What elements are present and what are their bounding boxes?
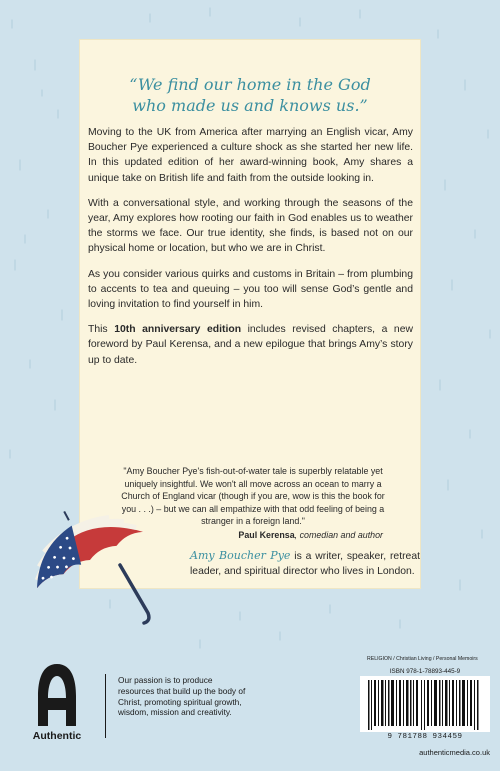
umbrella-illustration: [20, 495, 190, 635]
authentic-logo-icon: [28, 660, 86, 736]
publisher-name: Authentic: [32, 730, 82, 742]
publisher-url[interactable]: authenticmedia.co.uk: [419, 748, 490, 757]
pull-quote: [80, 74, 420, 116]
pull-quote-line-1: “We find our home in the God: [129, 75, 371, 94]
blurb-paragraph-4: [88, 322, 413, 368]
blurb: [88, 125, 413, 378]
isbn-label: ISBN 978-1-78893-445-9: [389, 668, 461, 675]
footer-divider: [105, 674, 106, 738]
author-signature: Amy Boucher Pye: [190, 549, 291, 562]
blurb-paragraph-2: With a conversational style, and working through the seasons of the year, Amy explores how rooting our faith in God enables us to weather the storms we face. Our true identity, she finds, is based not on our physical home or location, but who we are in Christ.: [88, 197, 413, 255]
book-category: RELIGION / Christian Living / Personal Memoirs: [367, 656, 478, 662]
endorser-role: , comedian and author: [294, 529, 383, 540]
anniversary-edition-highlight: 10th anniversary edition: [114, 324, 242, 336]
author-bio: [190, 548, 420, 579]
endorsement-text: "Amy Boucher Pye's fish-out-of-water tale is superbly relatable yet uniquely insightful. We won't all move across an ocean to marry a Church of England vicar (though if you are, wow is this the book for you . . .) – but we can all empathize with that odd feeling of being a stranger in a foreign land.": [121, 466, 385, 527]
barcode-digits: 9 781788 934459: [387, 733, 463, 741]
blurb-paragraph-3: As you consider various quirks and customs in Britain – from plumbing to accents to tea and queuing – you too will sense God’s gentle and loving invitation to find yourself in him.: [88, 268, 413, 311]
blurb-paragraph-1: Moving to the UK from America after marrying an English vicar, Amy Boucher Pye experienced a culture shock as she started her new life. In this updated edition of her award-winning book, Amy shares a unique take on British life and faith from the outside looking in.: [88, 127, 413, 184]
publisher-mission: Our passion is to produce resources that build up the body of Christ, promoting spiritual growth, wisdom, mission and creativity.: [118, 675, 246, 718]
endorser-name: Paul Kerensa: [238, 529, 295, 540]
author-bio-text: is a writer, speaker, retreat leader, and spiritual director who lives in London.: [190, 551, 420, 577]
barcode: [360, 676, 490, 732]
pull-quote-line-2: who made us and knows us.”: [132, 96, 368, 115]
barcode-bars-icon: [360, 676, 490, 732]
blurb-p4-prefix: This: [88, 324, 115, 336]
blurb-p4-rest: includes revised chapters, a new foreword by Paul Kerensa, and a new epilogue that brings Amy’s story up to date.: [88, 324, 413, 366]
